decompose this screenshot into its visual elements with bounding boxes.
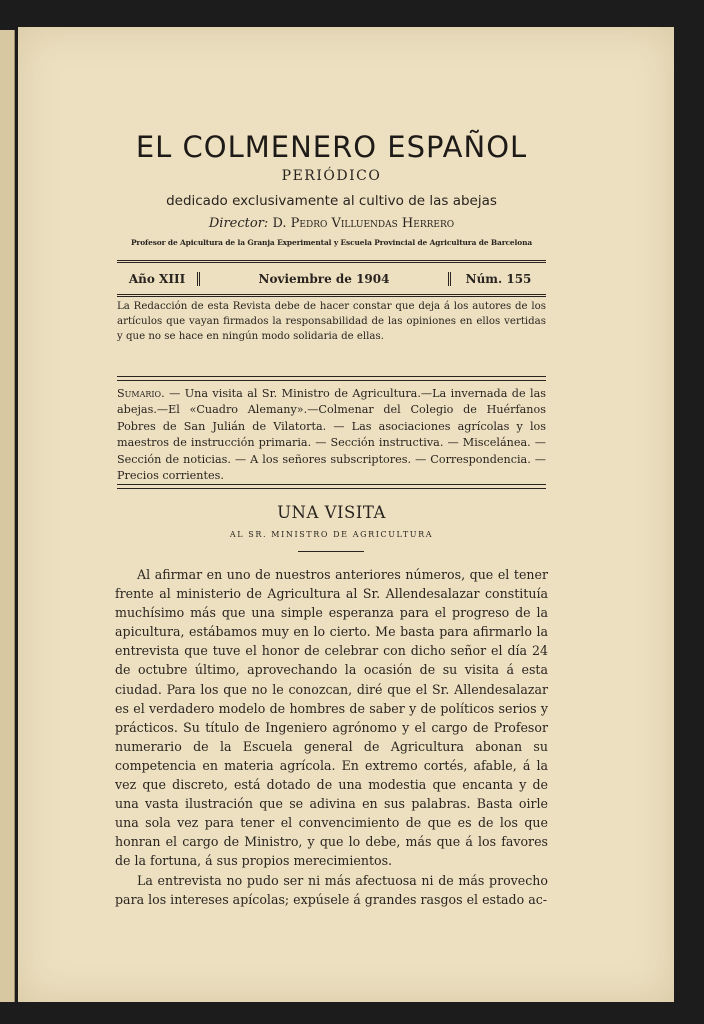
issue-date: Noviembre de 1904 bbox=[197, 272, 451, 286]
issue-number: Núm. 155 bbox=[465, 271, 532, 286]
divider-top bbox=[117, 376, 546, 381]
divider-bottom bbox=[117, 484, 546, 489]
issue-year: Año XIII bbox=[128, 271, 186, 286]
facing-page-edge bbox=[0, 30, 15, 1002]
article-paragraph: La entrevista no pudo ser ni más afectuosa ni de más provecho para los intereses apícolas; expúsele á grandes rasgos el estado ac- bbox=[115, 872, 548, 907]
director-label: Director: bbox=[208, 216, 269, 231]
journal-page bbox=[18, 27, 674, 1002]
director-affiliation: Profesor de Apicultura de la Granja Experimental y Escuela Provincial de Agricultura de Barcelona bbox=[130, 238, 533, 247]
summary-text: — Una visita al Sr. Ministro de Agricultura.—La invernada de las abejas.—El «Cuadro Alemany».—Colmenar del Colegio de Huérfanos Pobres de San Julián de Vilatorta. — Las asociaciones agrícolas y los maestros de instrucción primaria. — Sección instructiva. — Miscelánea. — Sección de noticias. — A los señores subscriptores. — Correspondencia. — Precios corrientes. bbox=[117, 387, 546, 483]
article-paragraph: Al afirmar en uno de nuestros anteriores números, que el tener frente al ministerio de Agricultura al Sr. Allendesalazar constituía muchísimo más que una simple esperanza para el progreso de la apicultura, estábamos muy en lo cierto. Me basta para afirmarlo la entrevista que tuve el honor de celebrar con dicho señor el día 24 de octubre último, aprovechando la ocasión de su visita á esta ciudad. Para los que no le conozcan, diré que el Sr. Allendesalazar es el verdadero modelo de hombres de saber y de políticos serios y prácticos. Su título de Ingeniero agrónomo y el cargo de Profesor numerario de la Escuela general de Agricultura abonan su competencia en materia agrícola. En extremo cortés, afable, á la vez que discreto, está dotado de una modestia que encanta y de una vasta ilustración que se adivina en sus palabras. Basta oirle una sola vez para tener el convencimiento de que es de los que honran el cargo de Ministro, y que lo debe, más que á los favores de la fortuna, á sus propios merecimientos. bbox=[115, 567, 548, 869]
summary bbox=[117, 386, 546, 484]
masthead-dedication: dedicado exclusivamente al cultivo de las abejas bbox=[166, 193, 497, 209]
masthead-subtitle: PERIÓDICO bbox=[281, 168, 382, 184]
editorial-notice: La Redacción de esta Revista debe de hacer constar que deja á los autores de los artículos que vayan firmados la responsabilidad de las opiniones en ellos vertidas y que no se hace en ningún modo solidaria de ellas. bbox=[117, 301, 546, 342]
article-body bbox=[115, 565, 548, 909]
article-subtitle: AL SR. MINISTRO DE AGRICULTURA bbox=[229, 530, 434, 539]
article-title: UNA VISITA bbox=[277, 503, 386, 522]
issue-info-bar bbox=[117, 260, 546, 297]
director-name: D. Pedro Villuendas Herrero bbox=[272, 216, 455, 231]
summary-lead: Sumario. bbox=[117, 387, 165, 400]
masthead-title: EL COLMENERO ESPAÑOL bbox=[135, 130, 528, 164]
title-rule bbox=[298, 551, 364, 552]
masthead-director bbox=[117, 216, 546, 231]
